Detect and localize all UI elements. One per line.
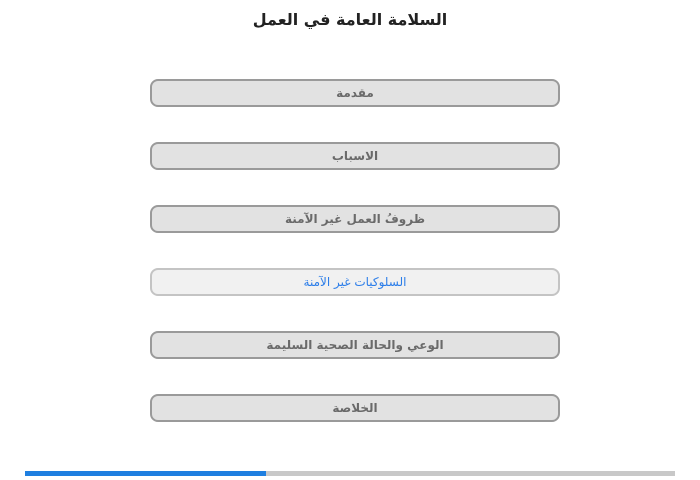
progress-bar-fill (25, 471, 266, 476)
topic-menu (150, 79, 560, 457)
menu-item-unsafe-behaviors[interactable]: السلوكيات غير الآمنة (150, 268, 560, 296)
menu-item-unsafe-conditions[interactable]: ظروفُ العمل غير الآمنة (150, 205, 560, 233)
progress-bar (25, 471, 675, 476)
page-title: السلامة العامة في العمل (252, 10, 448, 29)
menu-item-causes[interactable]: الاسباب (150, 142, 560, 170)
menu-item-introduction[interactable]: مقدمة (150, 79, 560, 107)
menu-item-awareness-health[interactable]: الوعي والحالة الصحية السليمة (150, 331, 560, 359)
menu-item-conclusion[interactable]: الخلاصة (150, 394, 560, 422)
